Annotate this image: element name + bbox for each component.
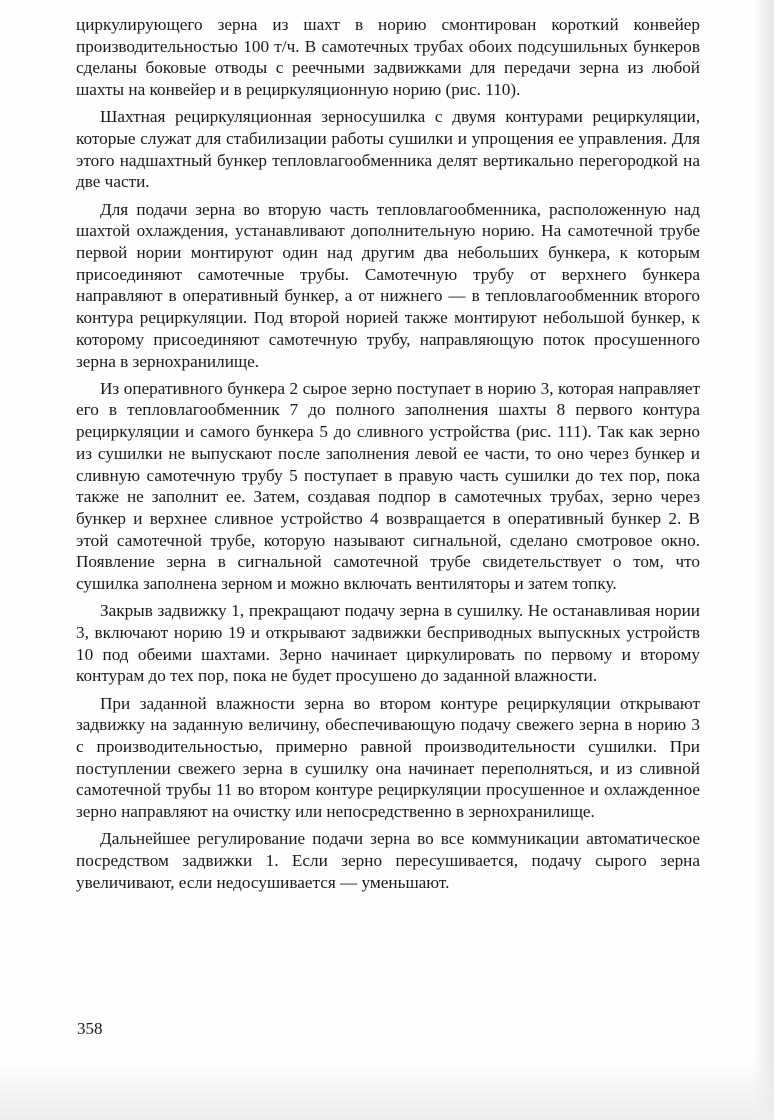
- paragraph-5: Закрыв задвижку 1, прекращают подачу зерна в сушилку. Не останавливая нории 3, включают норию 19 и открывают задвижки бесприводных выпускных устройств 10 под обеими шахтами. Зерно начинает циркулировать по первому и второму контурам до тех пор, пока не будет просушено до заданной влажности.: [76, 601, 700, 686]
- scan-shadow-edge: [754, 0, 774, 1120]
- paragraph-3: Для подачи зерна во вторую часть тепловлагообменника, расположенную над шахтой охлаждения, устанавливают дополнительную норию. На самотечной трубе первой нории монтируют один над другим два небольших бункера, к которым присоединяют самотечные трубы. Самотечную трубу от верхнего бункера направляют в оперативный бункер, а от нижнего — в тепловлагообменник второго контура рециркуляции. Под второй норией также монтируют небольшой бункер, к которому присоединяют самотечную трубу, направляющую поток просушенного зерна в зернохранилище.: [76, 199, 700, 371]
- body-text: [76, 14, 700, 899]
- paragraph-2: Шахтная рециркуляционная зерносушилка с двумя контурами рециркуляции, которые служат для стабилизации работы сушилки и упрощения ее управления. Для этого надшахтный бункер тепловлагообменника делят вертикально перегородкой на две части.: [76, 107, 700, 192]
- paragraph-4: Из оперативного бункера 2 сырое зерно поступает в норию 3, которая направляет его в тепловлагообменник 7 до полного заполнения шахты 8 первого контура рециркуляции и самого бункера 5 до сливного устройства (рис. 111). Так как зерно из сушилки не выпускают после заполнения левой ее части, то оно через бункер и сливную самотечную трубу 5 поступает в правую часть сушилки до тех пор, пока также не заполнит ее. Затем, создавая подпор в самотечных трубах, зерно через бункер и верхнее сливное устройство 4 возвращается в оперативный бункер 2. В этой самотечной трубе, которую называют сигнальной, сделано смотровое окно. Появление зерна в сигнальной самотечной трубе свидетельствует о том, что сушилка заполнена зерном и можно включать вентиляторы и затем топку.: [76, 378, 700, 594]
- page-number: 358: [77, 1019, 103, 1038]
- scan-shadow-bottom: [0, 1060, 774, 1120]
- paragraph-7: Дальнейшее регулирование подачи зерна во все коммуникации автоматическое посредством задвижки 1. Если зерно пересушивается, подачу сырого зерна увеличивают, если недосушивается — уменьшают.: [76, 829, 700, 892]
- paragraph-6: При заданной влажности зерна во втором контуре рециркуляции открывают задвижку на заданную величину, обеспечивающую подачу свежего зерна в норию 3 с производительностью, примерно равной производительности сушилки. При поступлении свежего зерна в сушилку она начинает переполняться, и из сливной самотечной трубы 11 во втором контуре рециркуляции просушенное и охлажденное зерно направляют на очистку или непосредственно в зернохранилище.: [76, 693, 700, 822]
- paragraph-1: циркулирующего зерна из шахт в норию смонтирован короткий конвейер производительностью 100 т/ч. В самотечных трубах обоих подсушильных бункеров сделаны боковые отводы с реечными задвижками для передачи зерна из любой шахты на конвейер и в рециркуляционную норию (рис. 110).: [76, 15, 700, 100]
